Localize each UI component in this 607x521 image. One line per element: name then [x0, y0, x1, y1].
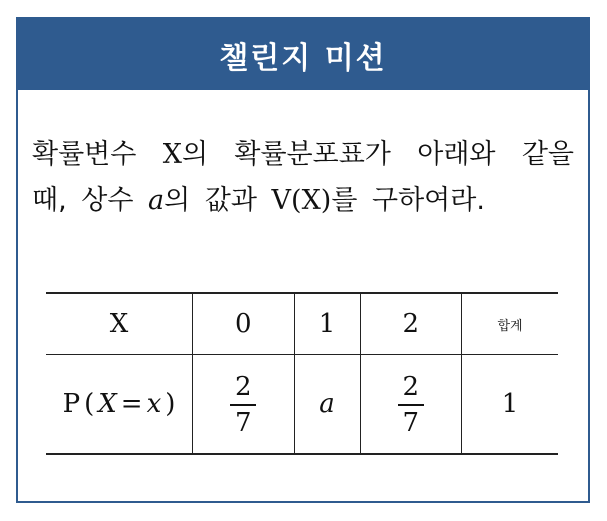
problem-text	[32, 132, 574, 224]
table-header-row	[46, 293, 558, 355]
table-cell-prob-1: a	[294, 355, 360, 455]
close-paren: )	[165, 389, 176, 419]
table-cell-x-label: X	[46, 293, 193, 355]
table-cell-probability-label	[46, 355, 193, 455]
problem-text-part2: 의 확률분포표가 아래와 같을 때, 상수	[32, 139, 575, 216]
variable-a: a	[148, 185, 165, 216]
random-variable-x: X	[98, 389, 117, 419]
p-symbol: P	[62, 389, 81, 419]
table-probability-row	[46, 355, 558, 455]
table-cell-value-2: 2	[360, 293, 462, 355]
value-x: x	[146, 389, 162, 419]
variance-expression: V(X)	[271, 185, 332, 216]
table-cell-total-label: 합계	[462, 293, 558, 355]
probability-distribution-table	[46, 292, 558, 455]
problem-text-part3: 의 값과	[164, 185, 272, 216]
challenge-card	[16, 17, 590, 503]
fraction-2-7	[398, 374, 424, 436]
problem-text-part4: 를 구하여라.	[331, 185, 485, 216]
fraction-2-7	[230, 374, 256, 436]
card-title: 챌린지 미션	[18, 19, 588, 90]
equals-sign: =	[120, 389, 143, 419]
fraction-numerator: 2	[402, 372, 420, 402]
table-cell-value-1: 1	[294, 293, 360, 355]
fraction-numerator: 2	[234, 372, 252, 402]
table-cell-prob-total: 1	[462, 355, 558, 455]
table-cell-prob-2	[360, 355, 462, 455]
problem-text-part1: 확률변수	[32, 139, 163, 170]
table-cell-value-0: 0	[193, 293, 295, 355]
fraction-denominator: 7	[402, 408, 420, 438]
open-paren: (	[84, 389, 95, 419]
fraction-denominator: 7	[234, 408, 252, 438]
table-cell-prob-0	[193, 355, 295, 455]
variable-x: X	[162, 139, 182, 170]
